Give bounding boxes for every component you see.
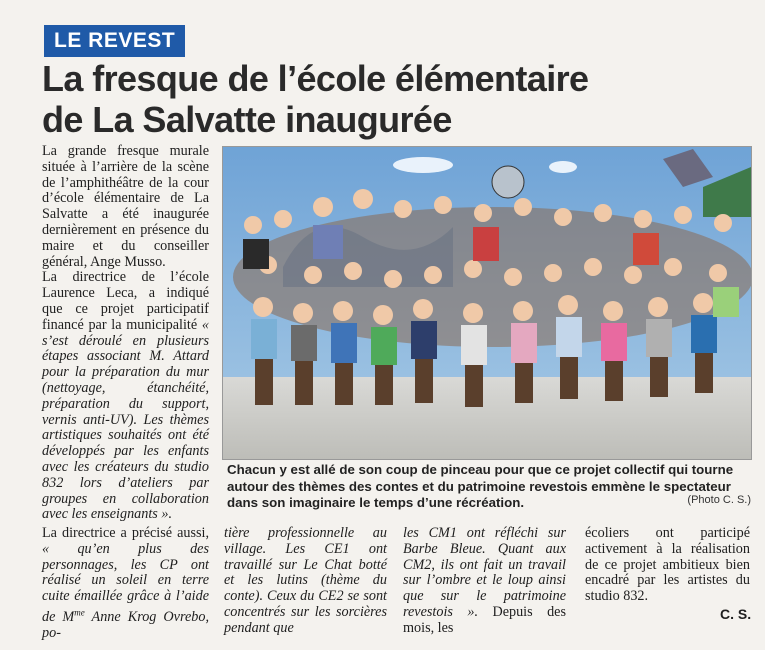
paragraph-director — [42, 270, 209, 523]
article-column-5 — [585, 526, 750, 605]
classes-quote-cont — [403, 526, 566, 637]
article-column-1 — [42, 144, 209, 523]
details-quote-end: Anne Krog Ovrebo, po- — [42, 608, 210, 641]
details-quote-sup: me — [74, 606, 85, 617]
classes-quote-end: les CM1 ont réfléchi sur Barbe Bleue. Quant aux CM2, ils ont fait un travail sur l’ombre et le loup ainsi que sur le patrimoine revestois ». — [403, 525, 566, 620]
mural-cloud — [393, 157, 453, 173]
article-column-3 — [224, 526, 387, 637]
mural-cat-face — [492, 166, 524, 198]
paragraph-intro: La grande fresque murale située à l’arrière de la scène de l’amphithéâtre de la cour d’école élémentaire de La Salvatte a été inaugurée dernièrement en présence du maire et du conseiller général, Ange Musso. — [42, 143, 209, 270]
author-signature: C. S. — [720, 606, 752, 622]
details-quote-start: « qu’en plus des personnages, les CP ont réalisé un soleil en terre cuite émaillée grâce à l’aide de M — [42, 540, 209, 625]
classes-tail: Depuis des mois, les — [403, 603, 567, 636]
director-quote: « s’est déroulé en plusieurs étapes associant M. Attard pour la préparation du mur (nettoyage, étanchéité, préparation du support, vernis anti-UV). Les thèmes artistiques souhaités ont été développés par les enfants avec les créateurs du studio 832 lors d’ateliers par groupes en collaboration avec les enseignants ». — [42, 316, 209, 523]
photo-credit: (Photo C. S.) — [687, 494, 751, 506]
article-column-2 — [42, 526, 209, 641]
closing-paragraph: écoliers ont participé activement à la réalisation de ce projet ambitieux bien encadré par les artistes du studio 832. — [585, 525, 750, 605]
details-quote — [42, 541, 209, 641]
section-kicker: LE REVEST — [44, 25, 185, 57]
paragraph-details — [42, 526, 209, 641]
director-text: La directrice de l’école Laurence Leca, a indiqué que ce projet participatif financé par la municipalité — [42, 269, 209, 333]
photo-caption: Chacun y est allé de son coup de pinceau pour que ce projet collectif qui tourne autour des thèmes des contes et du patrimoine revestois emmène le spectateur dans son imaginaire le temps d’une récréation. — [227, 462, 734, 510]
headline-line-2: de La Salvatte inaugurée — [42, 99, 452, 140]
details-lead: La directrice a précisé aussi, — [42, 525, 209, 541]
photo-illustration — [223, 147, 751, 459]
classes-quote: tière professionnelle au village. Les CE1 ont travaillé sur Le Chat botté et les lutins (thème du conte). Ceux du CE2 se sont concentrés sur les sorcières pendant que — [224, 525, 387, 636]
article-photo — [222, 146, 752, 460]
mural-cloud — [549, 161, 577, 173]
headline — [42, 58, 742, 140]
headline-line-1: La fresque de l’école élémentaire — [42, 58, 589, 99]
article-column-4 — [403, 526, 566, 637]
